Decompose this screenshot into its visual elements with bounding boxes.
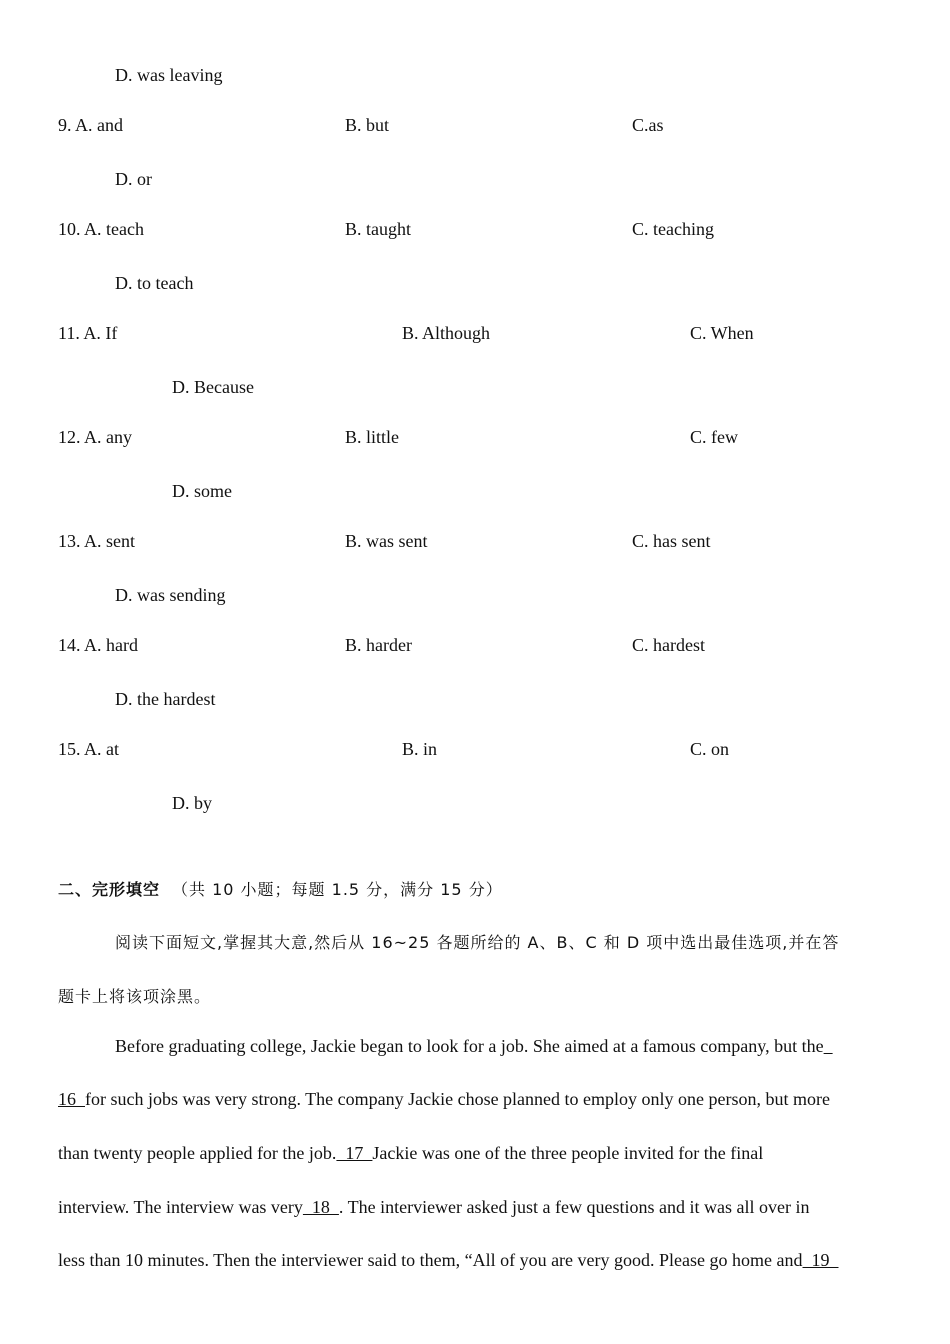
q12-option-d: D. some — [172, 481, 232, 501]
blank-16-start — [824, 1036, 833, 1056]
q10-option-b: B. taught — [345, 219, 411, 239]
q12-option-b: B. little — [345, 427, 399, 447]
q10-option-d: D. to teach — [115, 273, 194, 293]
q9-option-d: D. or — [115, 169, 152, 189]
q10-option-c: C. teaching — [632, 219, 714, 239]
passage-line-3 — [58, 1142, 763, 1164]
q13-option-b: B. was sent — [345, 531, 428, 551]
q14-option-a: 14. A. hard — [58, 635, 138, 655]
q12-option-a: 12. A. any — [58, 427, 132, 447]
blank-16: 16 — [58, 1089, 85, 1109]
q11-option-d: D. Because — [172, 377, 254, 397]
passage-line-2 — [58, 1088, 830, 1110]
q13-option-d: D. was sending — [115, 585, 226, 605]
section-title: 二、完形填空 — [58, 880, 161, 899]
q11-option-c: C. When — [690, 323, 754, 343]
q15-option-c: C. on — [690, 739, 730, 759]
q12-option-c: C. few — [690, 427, 738, 447]
q8-option-d: D. was leaving — [115, 65, 223, 85]
q15-option-d: D. by — [172, 793, 212, 813]
passage-line-1 — [115, 1035, 833, 1057]
passage-text: Jackie was one of the three people invited for the final — [372, 1143, 764, 1163]
q15-option-a: 15. A. at — [58, 739, 119, 759]
q10-option-a: 10. A. teach — [58, 219, 144, 239]
q14-option-d: D. the hardest — [115, 689, 216, 709]
instruction-line-2: 题卡上将该项涂黑。 — [58, 987, 212, 1006]
passage-line-5 — [58, 1249, 839, 1271]
q9-option-c: C.as — [632, 115, 664, 135]
passage-line-4 — [58, 1196, 809, 1218]
q14-option-c: C. hardest — [632, 635, 705, 655]
passage-text: . The interviewer asked just a few questions and it was all over in — [338, 1197, 810, 1217]
passage-text: for such jobs was very strong. The company Jackie chose planned to employ only one person, but more — [85, 1089, 830, 1109]
q11-option-b: B. Although — [402, 323, 491, 343]
q9-option-b: B. but — [345, 115, 390, 135]
passage-text: less than 10 minutes. Then the interviewer said to them, “All of you are very good. Please go home and — [58, 1250, 803, 1270]
q14-option-b: B. harder — [345, 635, 412, 655]
passage-text: than twenty people applied for the job. — [58, 1143, 337, 1163]
q13-option-c: C. has sent — [632, 531, 711, 551]
passage-text: Before graduating college, Jackie began to look for a job. She aimed at a famous company, but the — [115, 1036, 824, 1056]
blank-18: 18 — [302, 1197, 339, 1217]
q15-option-b: B. in — [402, 739, 438, 759]
q9-option-a: 9. A. and — [58, 115, 123, 135]
blank-19: 19 — [802, 1250, 839, 1270]
section-heading — [58, 879, 503, 901]
passage-text: interview. The interview was very — [58, 1197, 303, 1217]
instruction-line-1: 阅读下面短文,掌握其大意,然后从 16~25 各题所给的 A、B、C 和 D 项中选出最佳选项,并在答 — [115, 933, 840, 952]
section-note: （共 10 小题；每题 1.5 分，满分 15 分） — [172, 880, 503, 899]
q11-option-a: 11. A. If — [58, 323, 118, 343]
q13-option-a: 13. A. sent — [58, 531, 136, 551]
blank-17: 17 — [336, 1143, 373, 1163]
